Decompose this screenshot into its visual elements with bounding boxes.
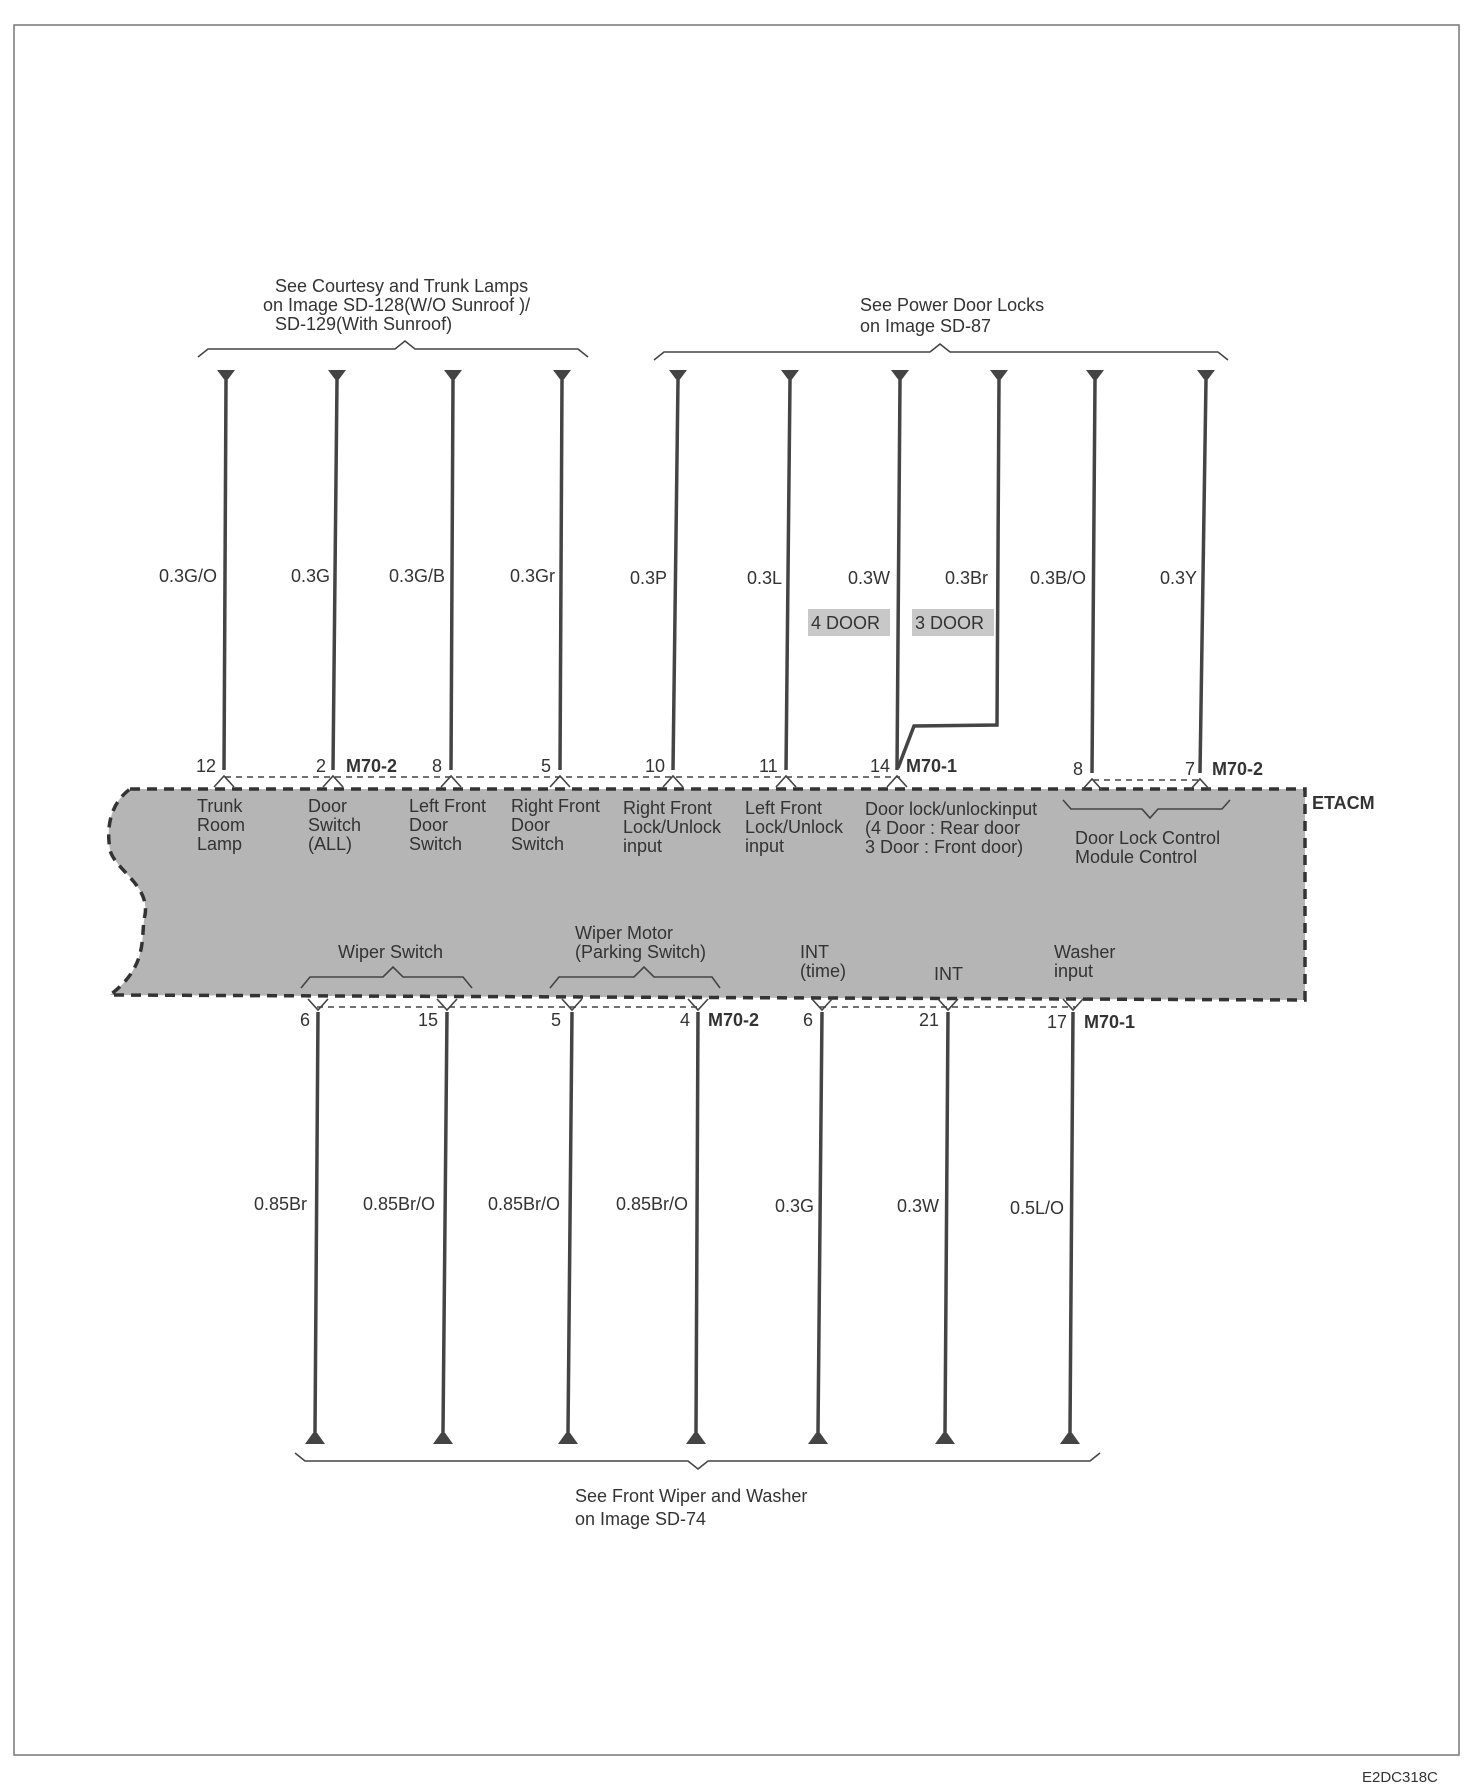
top-ref-left-line-1: See Courtesy and Trunk Lamps [275, 276, 529, 296]
top-ref-left-line-2: on Image SD-128(W/O Sunroof )/ [263, 295, 531, 315]
bottom-brace [295, 1453, 1100, 1469]
top-wire-6-function-2: Lock/Unlock [745, 817, 844, 837]
bottom-wire-1-pin: 6 [300, 1010, 311, 1030]
top-wire-2-function-3: (ALL) [308, 834, 353, 854]
bottom-wire-1 [254, 999, 328, 1444]
top-wire-2 [291, 370, 397, 854]
top-wire-9-code: 0.3B/O [1030, 568, 1087, 588]
top-wire-4-function-2: Door [511, 815, 551, 835]
bottom-wire-4-line [696, 1012, 698, 1432]
top-wire-2-connector: M70-2 [346, 756, 398, 776]
bottom-wire-3-code: 0.85Br/O [488, 1194, 561, 1214]
bottom-wire-4-connector: M70-2 [708, 1010, 760, 1030]
bottom-wire-6-pin: 21 [919, 1010, 940, 1030]
bottom-wire-6-code: 0.3W [897, 1196, 940, 1216]
top-wire-10-pin: 7 [1185, 759, 1196, 779]
bottom-wire-4-pin: 4 [680, 1010, 691, 1030]
top-wire-7-function-3: 3 Door : Front door) [865, 837, 1024, 857]
top-wire-10-connector: M70-2 [1212, 759, 1264, 779]
top-wire-1-pin: 12 [196, 756, 217, 776]
bottom-wire-7 [1010, 999, 1135, 1444]
top-wire-10-code: 0.3Y [1160, 568, 1198, 588]
bottom-wire-4-terminal [688, 999, 708, 1010]
bottom-wire-5-line [818, 1012, 822, 1432]
bottom-wire-1-arrow [305, 1430, 325, 1444]
bottom-wire-7-arrow [1060, 1430, 1080, 1444]
top-wire-7-line [897, 380, 900, 770]
top-wire-9 [1030, 370, 1104, 790]
top-wire-1-function-1: Trunk [197, 796, 243, 816]
bottom-wire-6-arrow [935, 1430, 955, 1444]
bottom-wire-2-pin: 15 [418, 1010, 439, 1030]
bottom-ref-line-1: See Front Wiper and Washer [575, 1486, 808, 1506]
top-wire-6-pin: 11 [759, 756, 778, 776]
top-wire-1-code: 0.3G/O [159, 566, 218, 586]
bottom-wire-5-code: 0.3G [775, 1196, 815, 1216]
top-ref-left [263, 276, 530, 334]
top-left-brace [198, 341, 588, 357]
door-tag-4: 4 DOOR [811, 613, 881, 633]
top-wire-6-function-3: input [745, 836, 785, 856]
top-wire-9-line [1092, 380, 1095, 773]
top-wire-9-pin: 8 [1073, 759, 1084, 779]
top-ref-right-line-1: See Power Door Locks [860, 295, 1045, 315]
top-wire-3 [389, 370, 486, 854]
bottom-wire-2 [363, 999, 457, 1444]
bottom-group-3-line-1: INT [800, 942, 829, 962]
bottom-wire-7-code: 0.5L/O [1010, 1198, 1065, 1218]
bottom-wire-4-code: 0.85Br/O [616, 1194, 689, 1214]
top-wire-1 [159, 370, 245, 854]
top-ref-right-line-2: on Image SD-87 [860, 316, 992, 336]
top-wire-7-pin: 14 [870, 756, 891, 776]
top-wire-5-pin: 10 [645, 756, 666, 776]
door-tag-3: 3 DOOR [915, 613, 985, 633]
bottom-wire-5-terminal [812, 999, 832, 1010]
top-ref-right [860, 295, 1044, 336]
top-wire-5-code: 0.3P [630, 568, 668, 588]
top-wire-8-code: 0.3Br [945, 568, 989, 588]
bottom-wire-1-terminal [308, 999, 328, 1010]
bottom-wire-2-terminal [437, 999, 457, 1010]
top-wire-4-pin: 5 [541, 756, 552, 776]
top-wire-7-function-2: (4 Door : Rear door [865, 818, 1021, 838]
bottom-wire-6-terminal [938, 999, 958, 1010]
top-wire-5-line [673, 380, 678, 770]
bottom-wire-3-terminal [562, 999, 582, 1010]
module-name: ETACM [1312, 793, 1375, 813]
top-wire-3-line [451, 380, 453, 770]
top-wire-2-code: 0.3G [291, 566, 331, 586]
bottom-wire-2-code: 0.85Br/O [363, 1194, 436, 1214]
top-wire-7-code: 0.3W [848, 568, 891, 588]
top-wire-1-line [224, 380, 226, 770]
bottom-group-4-line-1: INT [934, 964, 963, 984]
top-wire-2-function-1: Door [308, 796, 348, 816]
top-right-brace [654, 344, 1228, 360]
bottom-group-2-line-2: (Parking Switch) [575, 942, 707, 962]
top-wire-7-connector: M70-1 [906, 756, 958, 776]
bottom-wire-1-line [315, 1012, 318, 1432]
top-wire-8 [898, 370, 1008, 768]
top-wire-4-function-1: Right Front [511, 796, 601, 816]
bottom-wire-6-line [945, 1012, 948, 1432]
figure-code: E2DC318C [1362, 1769, 1438, 1786]
bottom-wire-5-arrow [808, 1430, 828, 1444]
bottom-wire-7-connector: M70-1 [1084, 1012, 1136, 1032]
top-wire-2-function-2: Switch [308, 815, 362, 835]
bottom-group-2-line-1: Wiper Motor [575, 923, 674, 943]
bottom-wire-1-code: 0.85Br [254, 1194, 308, 1214]
bottom-wire-3-pin: 5 [551, 1010, 562, 1030]
door-lock-group-label-1: Door Lock Control [1075, 828, 1221, 848]
bottom-wire-5-pin: 6 [803, 1010, 814, 1030]
bottom-ref-line-2: on Image SD-74 [575, 1509, 707, 1529]
bottom-wire-7-line [1070, 1012, 1073, 1432]
top-wire-3-pin: 8 [432, 756, 443, 776]
bottom-wire-3-arrow [558, 1430, 578, 1444]
top-wire-4-code: 0.3Gr [510, 566, 556, 586]
bottom-group-1-line-1: Wiper Switch [338, 942, 444, 962]
top-wire-3-code: 0.3G/B [389, 566, 446, 586]
bottom-group-5-line-2: input [1054, 961, 1094, 981]
bottom-wire-5 [775, 999, 832, 1444]
bottom-wire-3-line [568, 1012, 572, 1432]
top-wire-2-pin: 2 [316, 756, 327, 776]
top-wire-4 [510, 370, 600, 854]
top-wire-6-line [786, 380, 790, 770]
top-wire-2-line [333, 380, 337, 770]
top-wire-1-function-3: Lamp [197, 834, 243, 854]
bottom-wire-6 [897, 999, 958, 1444]
bottom-wire-7-pin: 17 [1047, 1012, 1068, 1032]
bottom-wire-4 [616, 999, 759, 1444]
top-wire-5-function-1: Right Front [623, 798, 713, 818]
top-wire-4-function-3: Switch [511, 834, 565, 854]
top-wire-3-function-1: Left Front [409, 796, 487, 816]
top-wire-6-function-1: Left Front [745, 798, 823, 818]
top-wire-5-function-3: input [623, 836, 663, 856]
door-lock-group-label-2: Module Control [1075, 847, 1198, 867]
top-wire-6-code: 0.3L [747, 568, 783, 588]
top-wire-3-function-3: Switch [409, 834, 463, 854]
top-wire-7-function-1: Door lock/unlockinput [865, 799, 1038, 819]
bottom-wire-2-arrow [433, 1430, 453, 1444]
top-wire-5-function-2: Lock/Unlock [623, 817, 722, 837]
top-wire-4-line [560, 380, 562, 770]
bottom-wire-3 [488, 999, 582, 1444]
bottom-wire-2-line [443, 1012, 447, 1432]
top-wire-3-function-2: Door [409, 815, 449, 835]
top-ref-left-line-3: SD-129(With Sunroof) [275, 314, 453, 334]
bottom-wire-4-arrow [686, 1430, 706, 1444]
top-wire-1-function-2: Room [197, 815, 246, 835]
top-wire-5 [623, 370, 722, 856]
top-wire-10-line [1200, 380, 1206, 773]
top-wire-10 [1160, 370, 1263, 790]
bottom-group-5-line-1: Washer [1054, 942, 1116, 962]
bottom-group-3-line-2: (time) [800, 961, 846, 981]
